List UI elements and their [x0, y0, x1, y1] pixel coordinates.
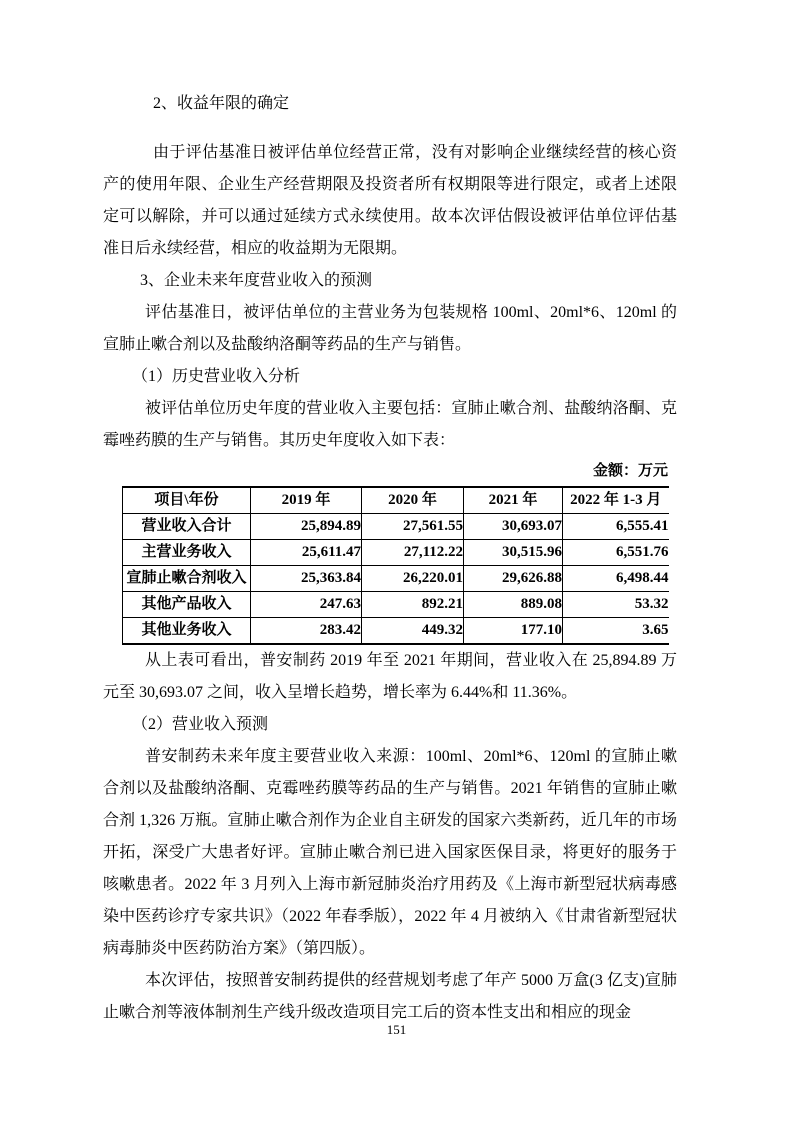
table-header-cell: 2019 年	[251, 487, 362, 514]
value-cell: 30,693.07	[464, 514, 563, 540]
table-header-cell: 2021 年	[464, 487, 563, 514]
value-cell: 25,611.47	[251, 540, 362, 566]
paragraph-income-period: 由于评估基准日被评估单位经营正常，没有对影响企业继续经营的核心资产的使用年限、企业生产经营期限及投资者所有权期限等进行限定，或者上述限定可以解除，并可以通过延续方式永续使用。故本次评估假设被评估单位评估基准日后永续经营，相应的收益期为无限期。	[103, 144, 677, 257]
table-header-cell: 项目\年份	[123, 487, 251, 514]
subsection-heading-revenue-forecast: （2）营业收入预测	[132, 716, 269, 733]
table-row	[123, 566, 669, 592]
row-label: 营业收入合计	[123, 514, 251, 540]
table-header-cell: 2020 年	[362, 487, 464, 514]
value-cell: 6,498.44	[563, 566, 669, 592]
value-cell: 26,220.01	[362, 566, 464, 592]
value-cell: 27,561.55	[362, 514, 464, 540]
paragraph-main-business: 评估基准日，被评估单位的主营业务为包装规格 100ml、20ml*6、120ml 的宣肺止嗽合剂以及盐酸纳洛酮等药品的生产与销售。	[103, 304, 677, 353]
value-cell: 25,894.89	[251, 514, 362, 540]
value-cell: 3.65	[563, 618, 669, 645]
value-cell: 892.21	[362, 592, 464, 618]
value-cell: 6,555.41	[563, 514, 669, 540]
value-cell: 247.63	[251, 592, 362, 618]
subsection-heading-history-analysis: （1）历史营业收入分析	[132, 368, 301, 385]
paragraph-capex-plan: 本次评估，按照普安制药提供的经营规划考虑了年产 5000 万盒(3 亿支)宣肺止嗽合剂等液体制剂生产线升级改造项目完工后的资本性支出和相应的现金	[103, 972, 677, 1021]
section-heading-income-period: 2、收益年限的确定	[153, 95, 290, 112]
document-body	[103, 88, 677, 1029]
revenue-history-table	[122, 486, 669, 645]
value-cell: 283.42	[251, 618, 362, 645]
value-cell: 53.32	[563, 592, 669, 618]
section-heading-revenue-forecast: 3、企业未来年度营业收入的预测	[140, 272, 373, 289]
table-row	[123, 514, 669, 540]
value-cell: 889.08	[464, 592, 563, 618]
value-cell: 449.32	[362, 618, 464, 645]
table-header-cell: 2022 年 1-3 月	[563, 487, 669, 514]
table-row	[123, 592, 669, 618]
table-unit-label: 金额：万元	[592, 463, 668, 479]
row-label: 主营业务收入	[123, 540, 251, 566]
table-row	[123, 540, 669, 566]
paragraph-history-revenue: 被评估单位历史年度的营业收入主要包括：宣肺止嗽合剂、盐酸纳洛酮、克霉唑药膜的生产与销售。其历史年度收入如下表：	[103, 400, 677, 449]
paragraph-table-conclusion: 从上表可看出，普安制药 2019 年至 2021 年期间，营业收入在 25,894.89 万元至 30,693.07 之间，收入呈增长趋势，增长率为 6.44%和 11.36%。	[103, 652, 677, 701]
value-cell: 177.10	[464, 618, 563, 645]
row-label: 其他产品收入	[123, 592, 251, 618]
table-header-row	[123, 487, 669, 514]
table-row	[123, 618, 669, 645]
value-cell: 6,551.76	[563, 540, 669, 566]
row-label: 其他业务收入	[123, 618, 251, 645]
value-cell: 25,363.84	[251, 566, 362, 592]
paragraph-future-revenue-sources: 普安制药未来年度主要营业收入来源：100ml、20ml*6、120ml 的宣肺止嗽合剂以及盐酸纳洛酮、克霉唑药膜等药品的生产与销售。2021 年销售的宣肺止嗽合剂 1,326 万瓶。宣肺止嗽合剂作为企业自主研发的国家六类新药，近几年的市场开拓，深受广大患者好评。宣肺止嗽合剂已进入国家医保目录，将更好的服务于咳嗽患者。2022 年 3 月列入上海市新冠肺炎治疗用药及《上海市新型冠状病毒感染中医药诊疗专家共识》（2022 年春季版），2022 年 4 月被纳入《甘肃省新型冠状病毒肺炎中医药防治方案》（第四版）。	[103, 748, 677, 957]
value-cell: 27,112.22	[362, 540, 464, 566]
value-cell: 29,626.88	[464, 566, 563, 592]
row-label: 宣肺止嗽合剂收入	[123, 566, 251, 592]
value-cell: 30,515.96	[464, 540, 563, 566]
page-number: 151	[386, 1022, 407, 1037]
